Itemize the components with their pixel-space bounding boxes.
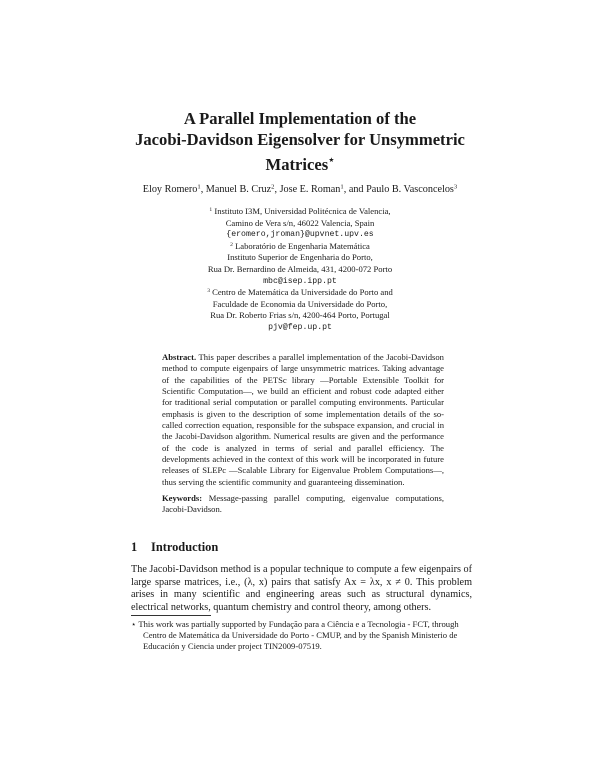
section-title: Introduction [151, 540, 219, 554]
affiliation-block [0, 206, 600, 334]
author-name: Jose E. Roman [279, 184, 341, 195]
section-number: 1 [131, 540, 138, 554]
author-name: Manuel B. Cruz [205, 184, 272, 195]
author-affiliation-mark: 2 [271, 183, 275, 191]
affiliation-line: Camino de Vera s/n, 46022 Valencia, Spain [225, 217, 375, 228]
affiliation-email: mbc@isep.ipp.pt [263, 276, 337, 286]
author-name: Eloy Romero [142, 184, 198, 195]
affiliation-line: Faculdade de Economia da Universidade do Porto, [212, 298, 388, 309]
author-name: Paulo B. Vasconcelos [366, 184, 454, 195]
affiliation-line: Instituto Superior de Engenharia do Porto, [227, 252, 373, 263]
affiliation-line: Instituto I3M, Universidad Politécnica de Valencia, [214, 206, 391, 216]
title-line: Jacobi-Davidson Eigensolver for Unsymmetric [135, 130, 465, 149]
keywords-text: Message-passing parallel computing, eigenvalue computations, Jacobi-Davidson. [162, 493, 445, 515]
author-affiliation-mark: 1 [197, 183, 201, 191]
footnote [131, 619, 472, 652]
title-footnote-mark: ⋆ [328, 155, 335, 166]
author-affiliation-mark: 1 [340, 183, 344, 191]
abstract-text: This paper describes a parallel implementation of the Jacobi-Davidson method to compute eigenpairs of large unsymmetric matrices. Taking advantage of the capabilities of the PETSc library —Portable Extensible Toolkit for Scientific Computation—, we build an efficient and robust code adapted either for traditional serial computation or parallel computing environments. Particular emphasis is given to the description of some implementation details of the so-called correction equation, responsible for the subspace expansion, and crucial in the Jacobi-Davidson algorithm. Numerical results are given and the performance of the code is analyzed in terms of serial and parallel efficiency. The developments achieved in the context of this work will be incorporated in future releases of SLEPc —Scalable Library for Eigenvalue Problem Computations—, thus serving the scientific community and guaranteeing dissemination. [162, 352, 444, 487]
affiliation-line: Laboratório de Engenharia Matemática [235, 240, 370, 251]
affiliation-line: Centro de Matemática da Universidade do Porto and [212, 287, 393, 298]
section-heading [131, 540, 218, 555]
intro-text: The Jacobi-Davidson method is a popular technique to compute a few eigenpairs of large sparse matrices, i.e., (λ, x) pairs that satisfy Ax = λx, x ≠ 0. This problem arises in many scientific and engineering areas such as structural dynamics, electrical networks, quantum chemistry and control theory, among others. [131, 564, 472, 613]
keywords-label: Keywords: [162, 493, 203, 504]
affiliation-email: pjv@fep.up.pt [268, 322, 332, 332]
author-list [0, 183, 600, 196]
author-separator: , and [343, 184, 367, 195]
author-separator: , [200, 184, 206, 195]
footnote-text: This work was partially supported by Fundação para a Ciência e a Tecnologia - FCT, through Centro de Matemática da Universidade do Porto - CMUP, and by the Spanish Ministerio de Educación y Ciencia under project TIN2009-07519. [138, 619, 459, 651]
footnote-rule [131, 615, 211, 616]
affiliation-line: Rua Dr. Bernardino de Almeida, 431, 4200-072 Porto [207, 263, 393, 274]
abstract-block [162, 352, 444, 516]
affiliation-line: Rua Dr. Roberto Frias s/n, 4200-464 Porto, Portugal [210, 310, 390, 321]
affiliation-mark: 1 [209, 206, 213, 213]
title-line: A Parallel Implementation of the [183, 109, 417, 128]
author-affiliation-mark: 3 [453, 183, 458, 191]
paper-title [100, 108, 500, 175]
footnote-mark: ⋆ [131, 619, 137, 629]
title-line: Matrices [265, 154, 329, 174]
affiliation-email: {eromero,jroman}@upvnet.upv.es [226, 230, 374, 240]
abstract-label: Abstract. [162, 352, 197, 362]
introduction-paragraph [131, 564, 472, 614]
author-separator: , [274, 184, 280, 195]
affiliation-mark: 3 [207, 288, 210, 295]
affiliation-mark: 2 [230, 241, 233, 248]
